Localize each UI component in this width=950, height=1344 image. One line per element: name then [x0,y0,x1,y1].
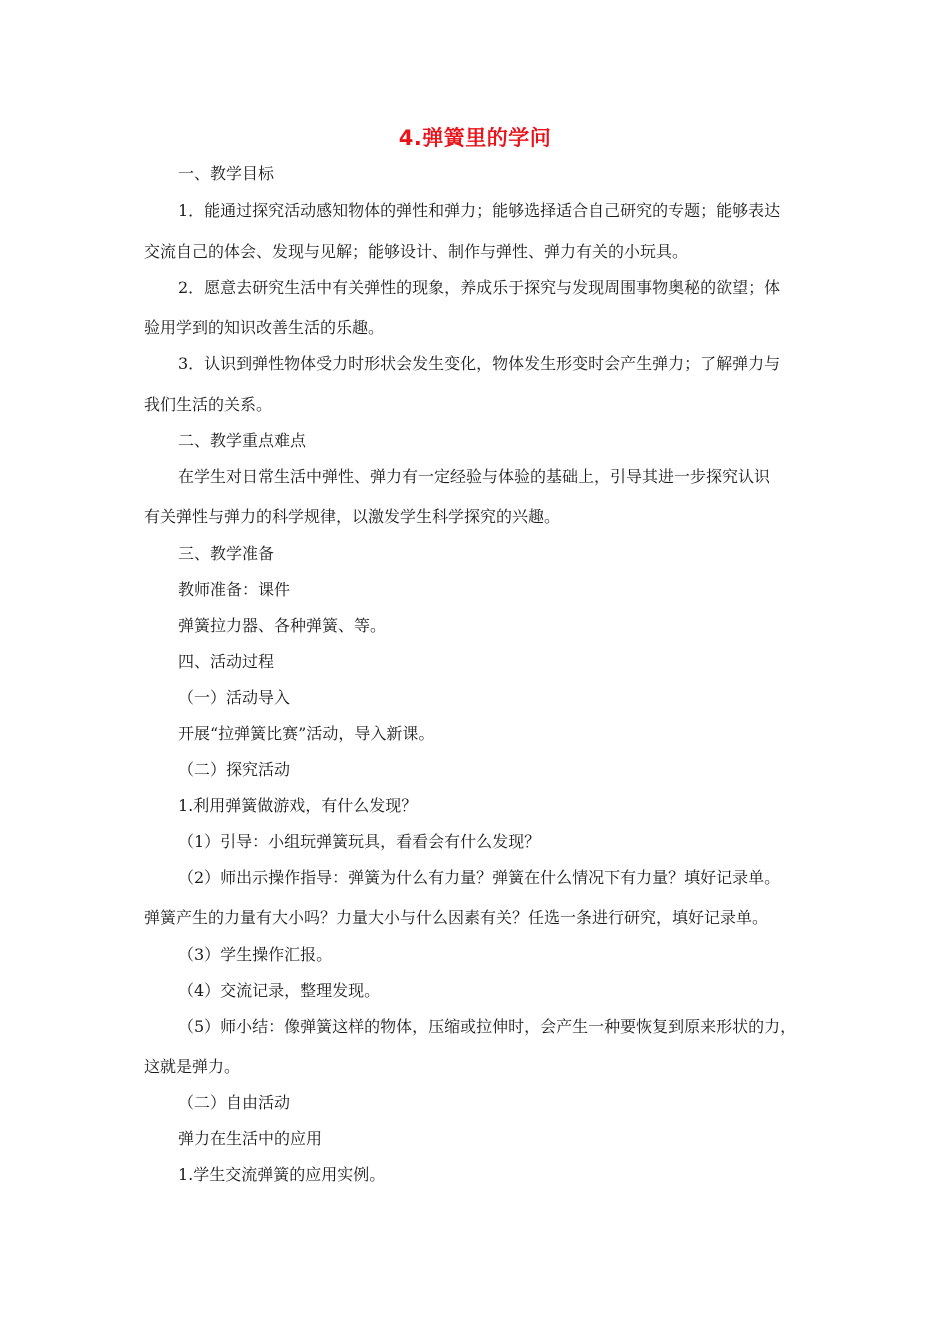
document-title: 4.弹簧里的学问 [398,126,552,150]
subheading-free-activity: （二）自由活动 [178,1093,291,1112]
heading-preparation: 三、教学准备 [178,544,275,563]
paragraph-line: 1.学生交流弹簧的应用实例。 [178,1165,386,1184]
paragraph-line: （1）引导：小组玩弹簧玩具，看看会有什么发现？ [178,832,541,851]
paragraph-line: 2．愿意去研究生活中有关弹性的现象，养成乐于探究与发现周围事物奥秘的欲望；体 [178,278,781,297]
heading-key-points: 二、教学重点难点 [178,431,307,450]
paragraph-line: 交流自己的体会、发现与见解；能够设计、制作与弹性、弹力有关的小玩具。 [144,242,689,261]
paragraph-line: 有关弹性与弹力的科学规律，以激发学生科学探究的兴趣。 [144,507,561,526]
paragraph-line: （4）交流记录，整理发现。 [178,981,381,1000]
heading-teaching-goals: 一、教学目标 [178,164,275,183]
paragraph-line: 这就是弹力。 [144,1057,241,1076]
paragraph-line: 1．能通过探究活动感知物体的弹性和弹力；能够选择适合自己研究的专题；能够表达 [178,201,781,220]
paragraph-line: 弹簧拉力器、各种弹簧、等。 [178,616,387,635]
paragraph-line: （5）师小结：像弹簧这样的物体，压缩或拉伸时，会产生一种要恢复到原来形状的力， [178,1017,797,1036]
paragraph-line: （3）学生操作汇报。 [178,945,333,964]
subheading-exploration: （二）探究活动 [178,760,291,779]
paragraph-line: 教师准备：课件 [178,580,291,599]
heading-activity-process: 四、活动过程 [178,652,275,671]
paragraph-line: 弹簧产生的力量有大小吗？力量大小与什么因素有关？任选一条进行研究，填好记录单。 [144,908,769,927]
paragraph-line: 开展“拉弹簧比赛”活动，导入新课。 [178,724,435,743]
paragraph-line: 在学生对日常生活中弹性、弹力有一定经验与体验的基础上，引导其进一步探究认识 [178,467,771,486]
paragraph-line: 1.利用弹簧做游戏，有什么发现？ [178,796,418,815]
paragraph-line: 3．认识到弹性物体受力时形状会发生变化，物体发生形变时会产生弹力；了解弹力与 [178,354,781,373]
subheading-introduction: （一）活动导入 [178,688,291,707]
paragraph-line: 弹力在生活中的应用 [178,1129,323,1148]
paragraph-line: 我们生活的关系。 [144,395,273,414]
paragraph-line: 验用学到的知识改善生活的乐趣。 [144,318,385,337]
paragraph-line: （2）师出示操作指导：弹簧为什么有力量？弹簧在什么情况下有力量？填好记录单。 [178,868,781,887]
